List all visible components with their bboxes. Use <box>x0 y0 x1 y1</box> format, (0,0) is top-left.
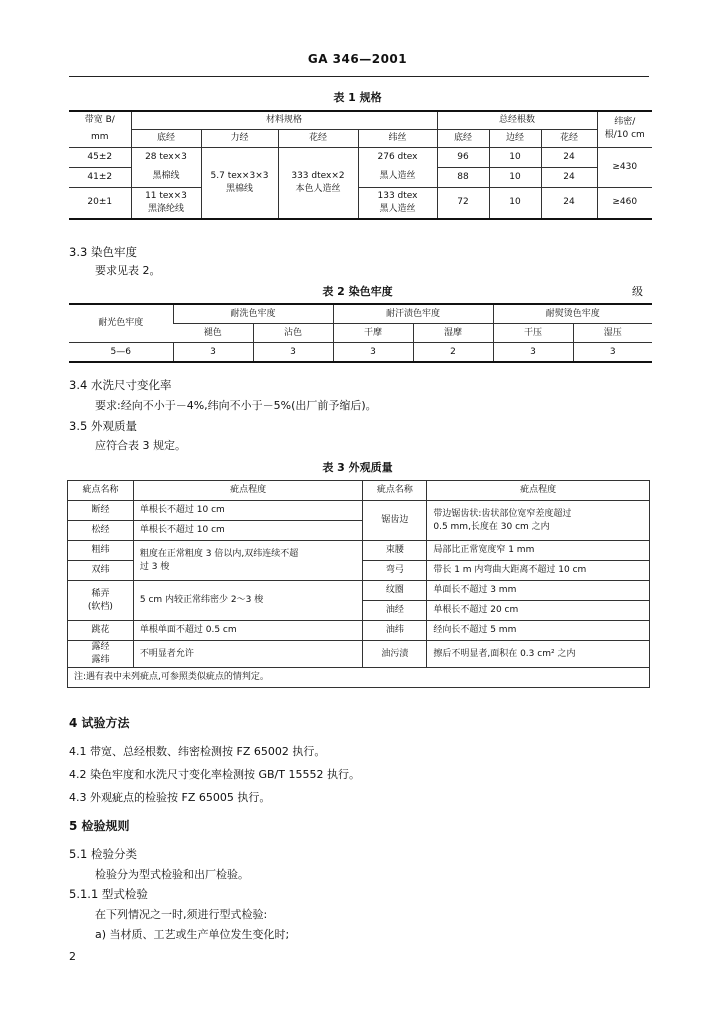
defect-degree <box>133 541 363 581</box>
weft-density-cell: ≥430 <box>597 147 652 187</box>
table3-caption: 表 3 外观质量 <box>322 461 393 474</box>
page-number: 2 <box>69 950 76 963</box>
weft-yarn-cell: 276 dtex <box>358 147 437 167</box>
dry-press-header: 干压 <box>493 324 573 343</box>
defect-name-line: (软档) <box>87 601 113 612</box>
wet-rub-header: 湿摩 <box>413 324 493 343</box>
table2-caption: 表 2 染色牢度 <box>322 285 393 298</box>
section-5-title: 5 检验规则 <box>69 819 130 833</box>
defect-degree-line: 过 3 梭 <box>139 561 170 572</box>
section-5-1-text: 检验分为型式检验和出厂检验。 <box>95 868 249 881</box>
defect-name: 跳花 <box>68 621 134 641</box>
defect-degree: 经向长不超过 5 mm <box>427 621 650 641</box>
grade-cell: 3 <box>333 343 413 363</box>
grade-cell: 2 <box>413 343 493 363</box>
force-warp-spec: 5.7 tex×3×3 <box>210 170 269 181</box>
section-3-5-text: 应符合表 3 规定。 <box>95 439 186 452</box>
weft-density-unit: 根/10 cm <box>604 130 645 141</box>
grade-cell: 3 <box>173 343 253 363</box>
defect-name: 双纬 <box>68 561 134 581</box>
defect-name: 断经 <box>68 501 134 521</box>
col-force-warp: 力经 <box>201 129 278 147</box>
count-edge-cell: 10 <box>489 187 541 219</box>
weft-yarn-material: 黑人造丝 <box>379 203 416 214</box>
base-warp-cell: 黑棉线 <box>131 167 201 187</box>
pattern-warp-spec: 333 dtex×2 <box>291 170 345 181</box>
wet-press-header: 湿压 <box>573 324 652 343</box>
section-3-3-title: 3.3 染色牢度 <box>69 245 137 259</box>
defect-name-line: 露纬 <box>91 655 110 665</box>
weft-yarn-spec: 133 dtex <box>377 190 418 201</box>
count-edge-cell: 10 <box>489 167 541 187</box>
force-warp-cell <box>201 147 278 219</box>
base-warp-spec: 11 tex×3 <box>145 190 187 201</box>
table3-note: 注:遇有表中未列疵点,可参照类似疵点的情判定。 <box>68 668 650 688</box>
weft-density-label: 纬密/ <box>614 117 636 128</box>
col-material-header: 材料规格 <box>131 111 437 129</box>
defect-name: 油污渍 <box>363 641 427 668</box>
defect-degree: 单根单面不超过 0.5 cm <box>133 621 363 641</box>
defect-name: 弯弓 <box>363 561 427 581</box>
width-cell: 45±2 <box>69 147 131 167</box>
col-count-edge: 边经 <box>489 129 541 147</box>
section-3-4-text: 要求:经向不小于－4%,纬向不小于－5%(出厂前予缩后)。 <box>95 399 377 412</box>
weft-yarn-cell <box>358 187 437 219</box>
grade-cell: 3 <box>573 343 652 363</box>
pattern-warp-material: 本色人造丝 <box>295 183 341 194</box>
defect-degree: 单根长不超过 20 cm <box>427 601 650 621</box>
count-base-cell: 88 <box>437 167 489 187</box>
section-3-5-title: 3.5 外观质量 <box>69 419 137 433</box>
appearance-table <box>67 480 650 688</box>
defect-name: 锯齿边 <box>363 501 427 541</box>
header-rule <box>69 76 649 77</box>
stain-header: 沾色 <box>253 324 333 343</box>
count-pattern-cell: 24 <box>541 187 597 219</box>
force-warp-material: 黑棉线 <box>225 183 253 194</box>
width-cell: 20±1 <box>69 187 131 219</box>
section-4-2: 4.2 染色牢度和水洗尺寸变化率检测按 GB/T 15552 执行。 <box>69 768 360 781</box>
defect-name: 粗纬 <box>68 541 134 561</box>
defect-degree: 擦后不明显者,面积在 0.3 cm² 之内 <box>427 641 650 668</box>
weft-density-cell: ≥460 <box>597 187 652 219</box>
count-pattern-cell: 24 <box>541 167 597 187</box>
count-base-cell: 96 <box>437 147 489 167</box>
col-base-warp: 底经 <box>131 129 201 147</box>
base-warp-material: 黑涤纶线 <box>147 203 184 214</box>
defect-name <box>68 581 134 621</box>
grade-cell: 3 <box>493 343 573 363</box>
defect-name-line: 稀弄 <box>91 588 110 599</box>
defect-degree-line: 带边锯齿状:齿状部位宽窄差度超过 <box>433 508 572 519</box>
section-5-1-1-text: 在下列情况之一时,须进行型式检验: <box>95 908 268 921</box>
section-5-1-title: 5.1 检验分类 <box>69 847 137 861</box>
standard-code-header: GA 346—2001 <box>307 52 408 66</box>
section-3-4-title: 3.4 水洗尺寸变化率 <box>69 378 172 392</box>
defect-degree: 带长 1 m 内弯曲大距离不超过 10 cm <box>427 561 650 581</box>
defect-degree: 单根长不超过 10 cm <box>133 501 363 521</box>
col-warp-count-header: 总经根数 <box>437 111 597 129</box>
defect-name: 松经 <box>68 521 134 541</box>
col-weft-density-header <box>597 111 652 147</box>
col-weft-yarn: 纬丝 <box>358 129 437 147</box>
col-count-base: 底经 <box>437 129 489 147</box>
iron-fastness-header: 耐熨烫色牢度 <box>493 304 652 324</box>
defect-degree: 不明显者允许 <box>133 641 363 668</box>
defect-degree <box>427 501 650 541</box>
defect-degree: 单面长不超过 3 mm <box>427 581 650 601</box>
light-fastness-header: 耐光色牢度 <box>98 318 144 328</box>
section-4-3: 4.3 外观疵点的检验按 FZ 65005 执行。 <box>69 791 271 804</box>
defect-name-line: 露经 <box>91 642 110 652</box>
defect-degree-line: 0.5 mm,长度在 30 cm 之内 <box>433 521 550 532</box>
table1-caption: 表 1 规格 <box>333 91 382 104</box>
count-edge-cell: 10 <box>489 147 541 167</box>
defect-name: 纹圈 <box>363 581 427 601</box>
defect-degree-line: 粗度在正常粗度 3 倍以内,双纬连续不超 <box>139 548 299 559</box>
defect-degree: 单根长不超过 10 cm <box>133 521 363 541</box>
defect-degree: 局部比正常宽度窄 1 mm <box>427 541 650 561</box>
spec-table <box>69 110 652 220</box>
col-count-pattern: 花经 <box>541 129 597 147</box>
width-cell: 41±2 <box>69 167 131 187</box>
col-width-unit: mm <box>90 132 109 143</box>
col-pattern-warp: 花经 <box>278 129 358 147</box>
defect-name: 束腰 <box>363 541 427 561</box>
fade-header: 褪色 <box>173 324 253 343</box>
wash-fastness-header: 耐洗色牢度 <box>173 304 333 324</box>
defect-name: 油经 <box>363 601 427 621</box>
section-4-1: 4.1 带宽、总经根数、纬密检测按 FZ 65002 执行。 <box>69 745 326 758</box>
col-width-header: 带宽 B/ <box>84 115 115 125</box>
color-fastness-table <box>69 303 652 363</box>
base-warp-cell: 28 tex×3 <box>131 147 201 167</box>
defect-degree: 5 cm 内较正常纬密少 2～3 梭 <box>133 581 363 621</box>
table2-unit: 级 <box>632 285 643 298</box>
defect-degree-header: 疵点程度 <box>427 481 650 501</box>
section-5-1-1-item-a: a) 当材质、工艺或生产单位发生变化时; <box>95 928 290 941</box>
section-3-3-text: 要求见表 2。 <box>95 264 161 277</box>
grade-cell: 3 <box>253 343 333 363</box>
defect-name: 油纬 <box>363 621 427 641</box>
weft-yarn-cell: 黑人造丝 <box>358 167 437 187</box>
pattern-warp-cell <box>278 147 358 219</box>
sweat-fastness-header: 耐汗渍色牢度 <box>333 304 493 324</box>
defect-name <box>68 641 134 668</box>
defect-degree-header: 疵点程度 <box>133 481 363 501</box>
base-warp-cell <box>131 187 201 219</box>
section-5-1-1-title: 5.1.1 型式检验 <box>69 887 148 901</box>
dry-rub-header: 干摩 <box>333 324 413 343</box>
section-4-title: 4 试验方法 <box>69 716 130 730</box>
defect-name-header: 疵点名称 <box>363 481 427 501</box>
count-pattern-cell: 24 <box>541 147 597 167</box>
count-base-cell: 72 <box>437 187 489 219</box>
defect-name-header: 疵点名称 <box>68 481 134 501</box>
grade-cell: 5—6 <box>69 343 173 363</box>
